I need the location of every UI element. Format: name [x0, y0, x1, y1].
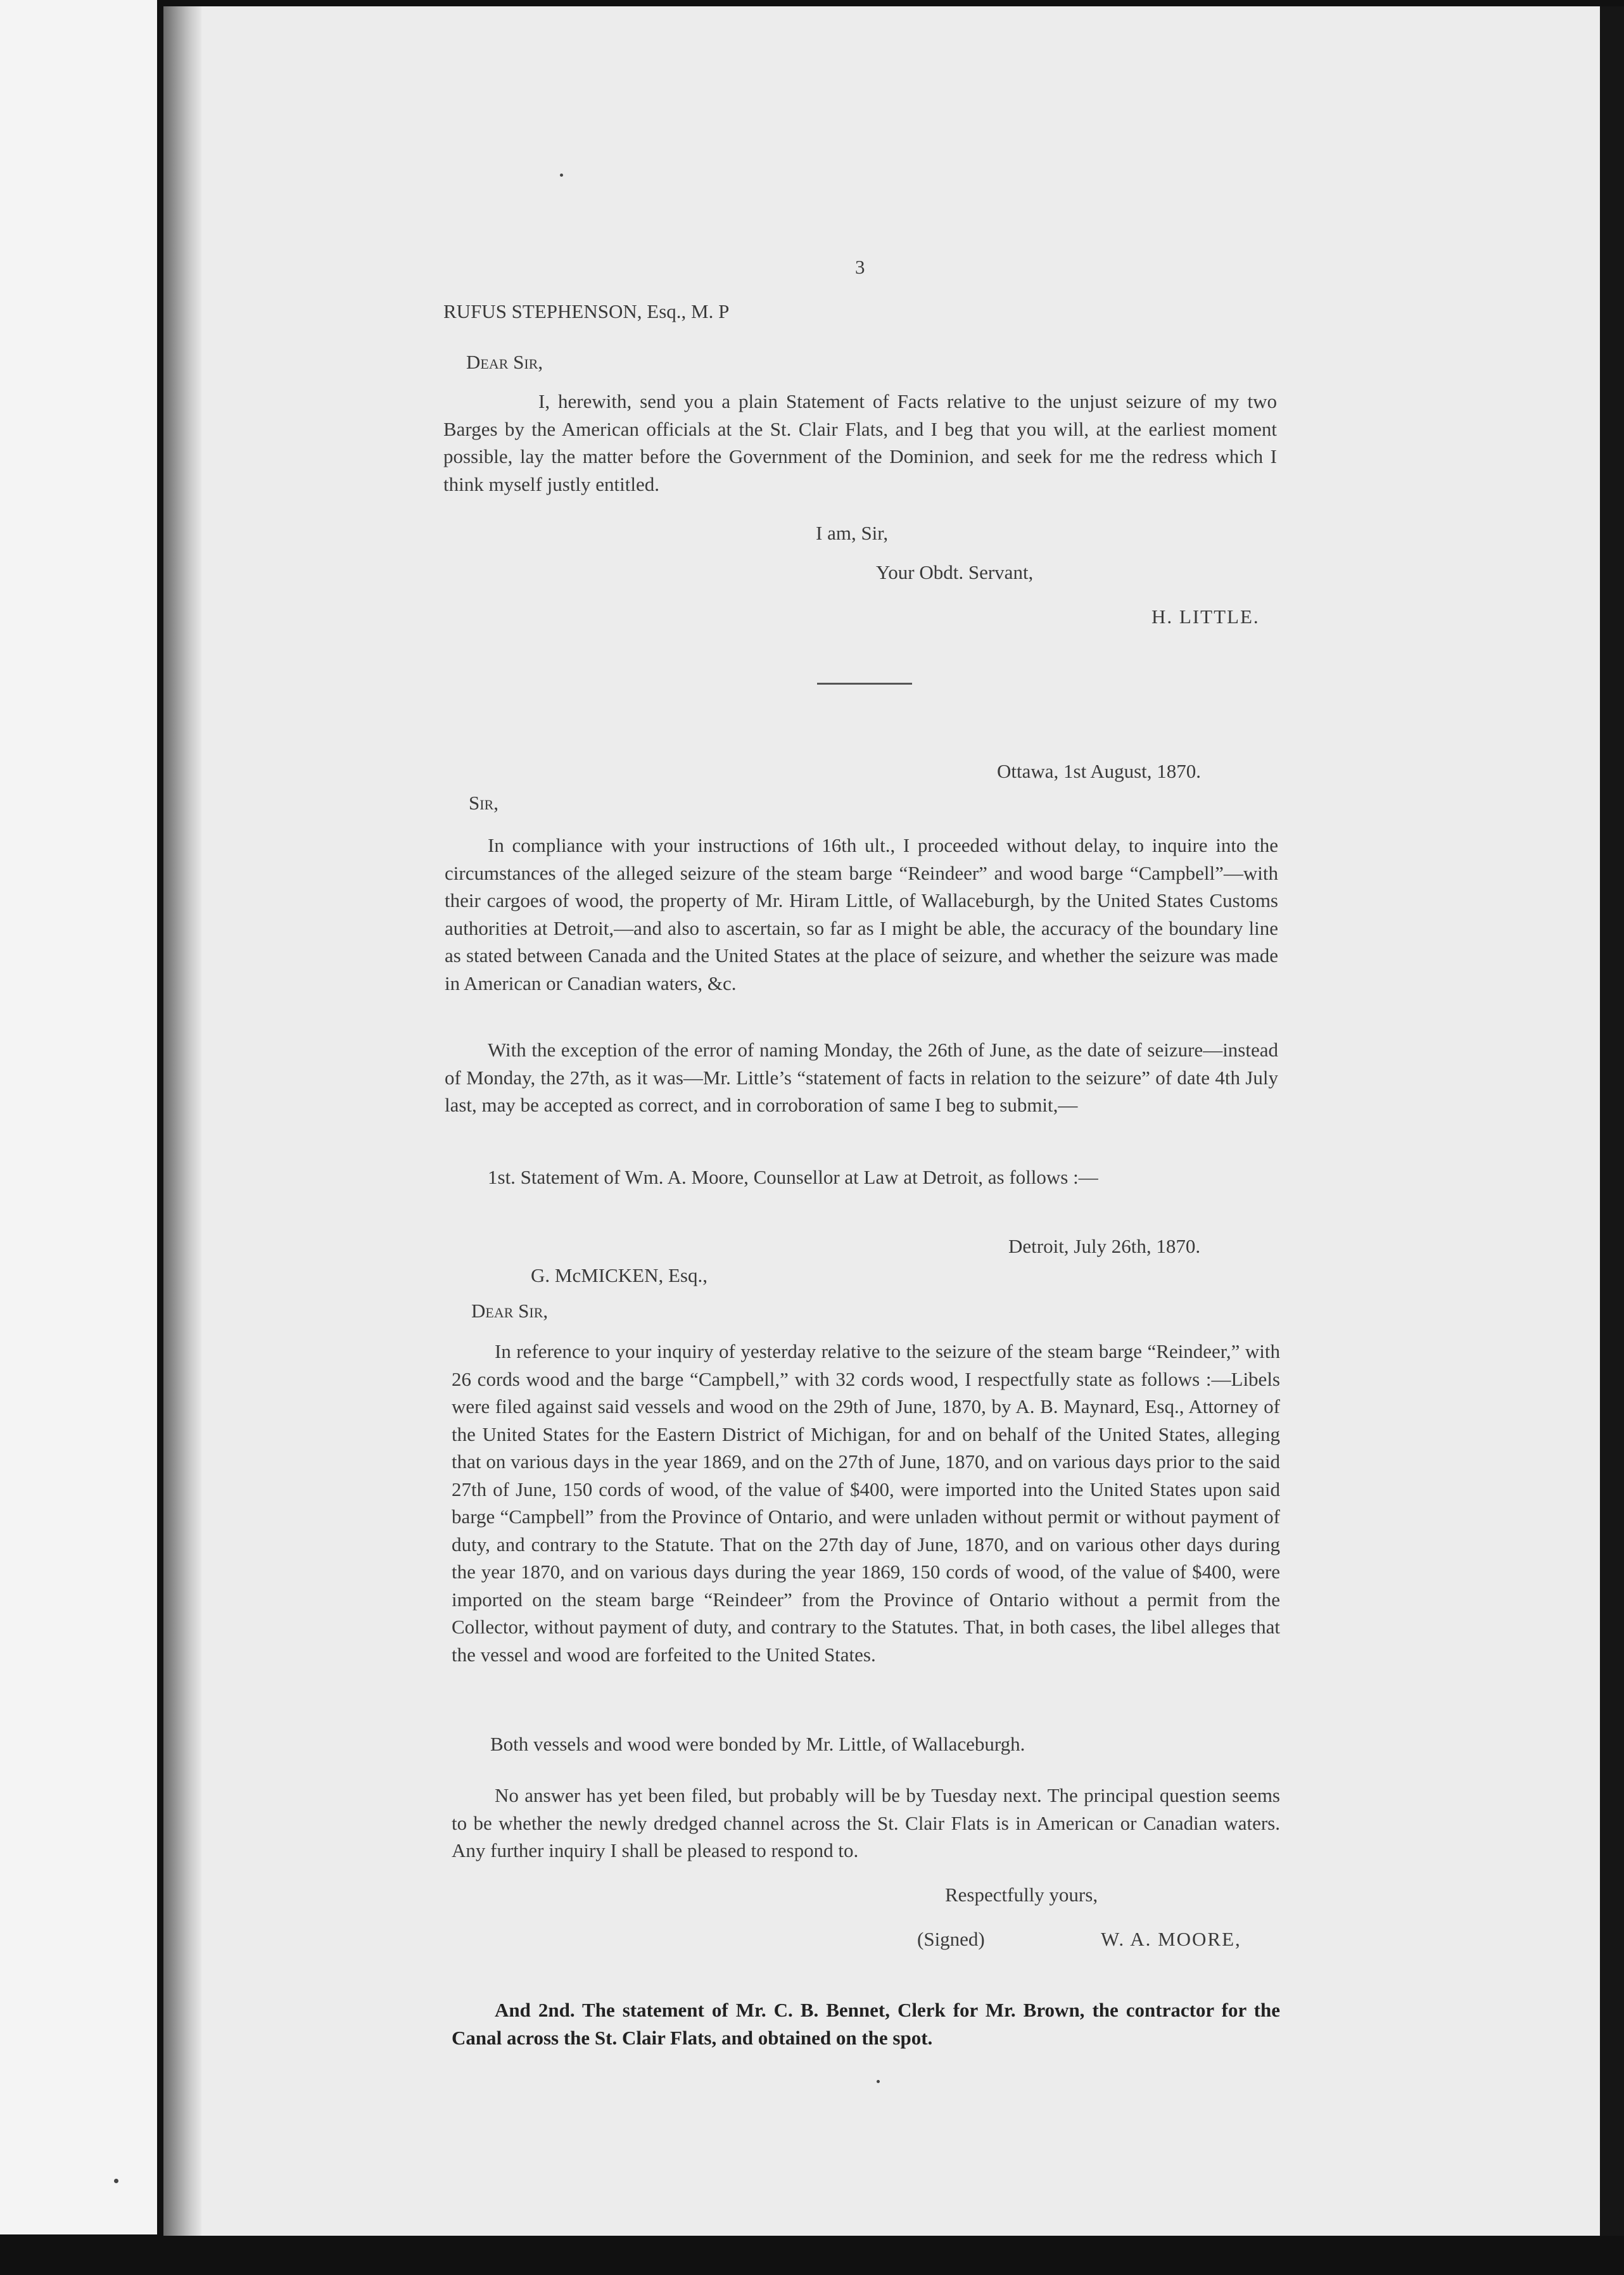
letter2-paragraph-2: Both vessels and wood were bonded by Mr. Little, of Wallaceburgh. — [490, 1733, 1025, 1755]
section-divider — [817, 683, 912, 685]
book-spine-shadow — [163, 6, 201, 2236]
report-salutation: Sir, — [469, 792, 498, 814]
letter1-signature: H. LITTLE. — [1151, 605, 1260, 628]
ink-speck — [114, 2179, 118, 2183]
closing-paragraph: And 2nd. The statement of Mr. C. B. Bennet, Clerk for Mr. Brown, the contractor for the Canal across the St. Clair Flats, and obtained on the spot. — [452, 1999, 1280, 2049]
report-paragraph-3: 1st. Statement of Wm. A. Moore, Counsellor at Law at Detroit, as follows :— — [488, 1166, 1098, 1188]
report-paragraph-1: In compliance with your instructions of 16th ult., I proceeded without delay, to inquire into the circumstances of the alleged seizure of the steam barge “Reindeer” and wood barge “Campbell”—with their cargoes of wood, the property of Mr. Hiram Little, of Wallaceburgh, by the United States Customs authorities at Detroit,—and also to ascertain, so far as I might be able, the accuracy of the boundary line as stated between Canada and the United States at the place of seizure, and whether the seizure was made in American or Canadian waters, &c. — [445, 834, 1278, 994]
report-paragraph-2: With the exception of the error of naming Monday, the 26th of June, as the date of seizure—instead of Monday, the 27th, as it was—Mr. Little’s “statement of facts in relation to the seizure” of date 4th July last, may be accepted as correct, and in corroboration of same I beg to submit,— — [445, 1039, 1278, 1116]
letter2-signature: W. A. MOORE, — [1101, 1928, 1241, 1950]
letter1-addressee: RUFUS STEPHENSON, Esq., M. P — [443, 300, 730, 322]
letter1-salutation: Dear Sir, — [466, 351, 543, 373]
facing-page-edge — [0, 0, 157, 2234]
letter1-closing2: Your Obdt. Servant, — [876, 561, 1034, 583]
ink-speck — [877, 2080, 880, 2083]
scan-border — [1600, 6, 1624, 2236]
letter2-paragraph-1: In reference to your inquiry of yesterday relative to the seizure of the steam barge “Reindeer,” with 26 cords wood and the barge “Campbell,” with 32 cords wood, I respectfully state as follows :—Libels were filed against said vessels and wood on the 29th of June, 1870, by A. B. Maynard, Esq., Attorney of the United States for the Eastern District of Michigan, for and on behalf of the United States, alleging that on various days in the year 1869, and on the 27th of June, 1870, and on various days prior to the said 27th of June, 150 cords of wood, of the value of $400, were imported into the United States upon said barge “Campbell” from the Province of Ontario, and were unladen without permit or without payment of duty, and contrary to the Statute. That on the 27th day of June, 1870, and on various other days during the year 1870, and on various days during the year 1869, 150 cords of wood, of the value of $400, were imported on the steam barge “Reindeer” from the Province of Ontario without a permit from the Collector, without payment of duty, and contrary to the Statutes. That, in both cases, the libel alleges that the vessel and wood are forfeited to the United States. — [452, 1340, 1280, 1666]
letter2-salutation: Dear Sir, — [471, 1300, 549, 1322]
letter2-signed-label: (Signed) — [917, 1928, 985, 1950]
letter2-dateline: Detroit, July 26th, 1870. — [1008, 1235, 1201, 1257]
document-page — [190, 6, 1600, 2236]
letter1-body: I, herewith, send you a plain Statement of Facts relative to the unjust seizure of my two Barges by the American officials at the St. Clair Flats, and I beg that you will, at the earliest moment possible, lay the matter before the Government of the Dominion, and seek for me the redress which I think myself justly entitled. — [443, 390, 1277, 495]
letter2-addressee: G. McMICKEN, Esq., — [531, 1264, 707, 1286]
letter2-paragraph-3: No answer has yet been filed, but probably will be by Tuesday next. The principal question seems to be whether the newly dredged channel across the St. Clair Flats is in American or Canadian waters. Any further inquiry I shall be pleased to respond to. — [452, 1784, 1280, 1861]
letter2-closing: Respectfully yours, — [945, 1884, 1098, 1906]
page-number: 3 — [855, 256, 865, 278]
ink-speck — [560, 174, 563, 177]
letter1-closing1: I am, Sir, — [816, 522, 889, 544]
report-dateline: Ottawa, 1st August, 1870. — [997, 760, 1202, 782]
